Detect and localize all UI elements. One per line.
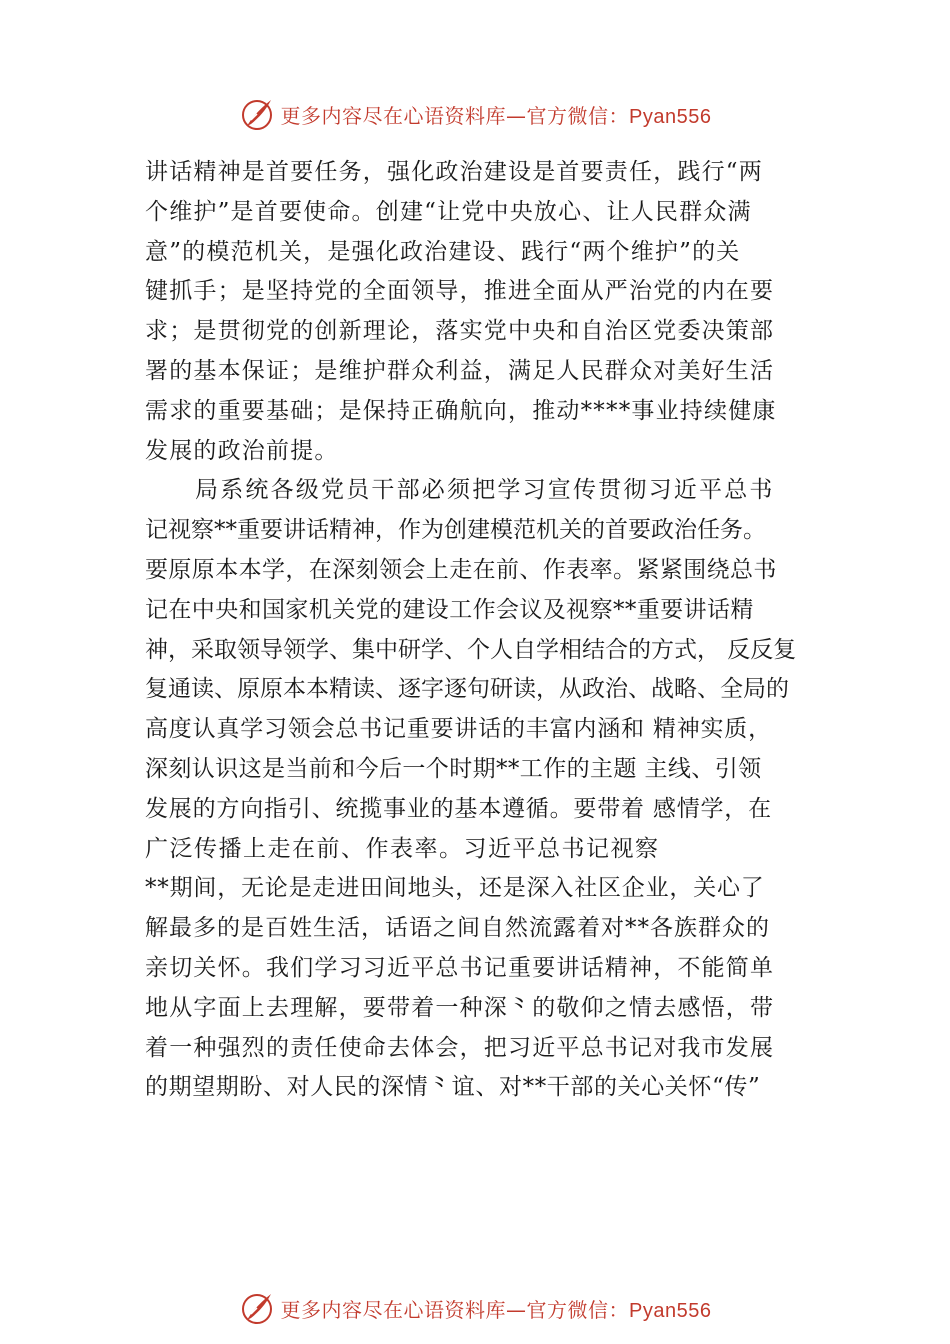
body-line: 署的基本保证；是维护群众利益，满足人民群众对美好生活 xyxy=(145,357,775,384)
body-line: 的期望期盼、对人民的深情⺀谊、对**干部的关心关怀“传” xyxy=(145,1074,761,1101)
body-line: 发展的方向指引、统揽事业的基本遵循。要带着 感情学，在 xyxy=(145,795,772,822)
header-banner xyxy=(0,94,950,134)
body-line: 地从字面上去理解，要带着一种深⺀的敬仰之情去感悟，带 xyxy=(145,994,775,1021)
body-line: **期间，无论是走进田间地头，还是深入社区企业，关心了 xyxy=(145,875,765,902)
body-line: 意”的模范机关，是强化政治建设、践行“两个维护”的关 xyxy=(145,238,741,265)
footer-banner xyxy=(0,1288,950,1328)
quill-seal-logo-icon xyxy=(239,96,275,132)
body-line: 记视察**重要讲话精神，作为创建模范机关的首要政治任务。 xyxy=(145,517,766,544)
body-line: 发展的政治前提。 xyxy=(145,437,339,464)
body-line: 记在中央和国家机关党的建设工作会议及视察**重要讲话精 xyxy=(145,596,754,623)
body-line: 求；是贯彻党的创新理论，落实党中央和自治区党委决策部 xyxy=(145,318,775,345)
body-line: 复通读、原原本本精读、逐字逐句研读，从政治、战略、全局的 xyxy=(145,676,789,703)
body-line: 高度认真学习领会总书记重要讲话的丰富内涵和 精神实质， xyxy=(145,716,772,743)
body-line: 深刻认识这是当前和今后一个时期**工作的主题 主线、引领 xyxy=(145,755,762,782)
header-banner-text: 更多内容尽在心语资料库—官方微信：Pyan556 xyxy=(280,103,712,128)
quill-seal-logo-icon xyxy=(239,1290,275,1326)
body-line: 要原原本本学，在深刻领会上走在前、作表率。紧紧围绕总书 xyxy=(145,556,777,583)
body-line: 局系统各级党员干部必须把学习宣传贯彻习近平总书 xyxy=(195,477,775,504)
body-line: 神，采取领导领学、集中研学、个人自学相结合的方式， 反反复 xyxy=(145,636,797,663)
header-wechat-id: Pyan556 xyxy=(629,105,712,128)
footer-banner-text: 更多内容尽在心语资料库—官方微信：Pyan556 xyxy=(280,1297,712,1322)
body-line: 需求的重要基础；是保持正确航向，推动****事业持续健康 xyxy=(145,397,777,424)
body-line: 广泛传播上走在前、作表率。习近平总书记视察 xyxy=(145,835,660,862)
body-line: 讲话精神是首要任务，强化政治建设是首要责任，践行“两 xyxy=(145,159,763,185)
body-line: 键抓手；是坚持党的全面领导，推进全面从严治党的内在要 xyxy=(145,278,775,305)
body-line: 解最多的是百姓生活，话语之间自然流露着对**各族群众的 xyxy=(145,915,770,942)
document-body xyxy=(145,153,835,1108)
body-line: 个维护”是首要使命。创建“让党中央放心、让人民群众满 xyxy=(145,198,752,225)
footer-wechat-id: Pyan556 xyxy=(629,1299,712,1322)
body-line: 着一种强烈的责任使命去体会，把习近平总书记对我市发展 xyxy=(145,1034,775,1061)
body-line: 亲切关怀。我们学习习近平总书记重要讲话精神，不能简单 xyxy=(145,954,775,981)
